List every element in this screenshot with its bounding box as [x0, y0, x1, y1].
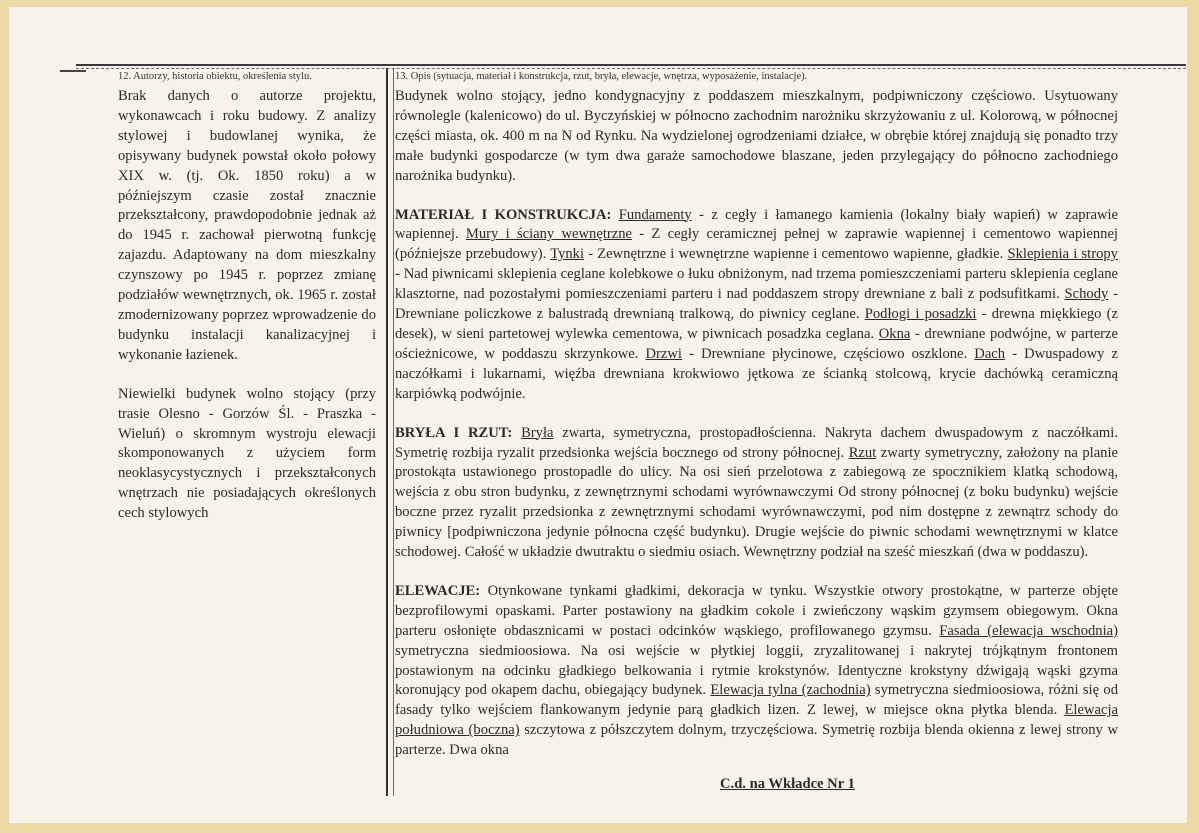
history-paragraph: Brak danych o autorze projektu, wykonawcach i roku budowy. Z analizy stylowej i budowlanej wynika, że opisywany budynek powstał około połowy XIX w. (tj. Ok. 1850 roku) a w późniejszym czasie został znacznie przekształcony, prawdopodobnie jednak aż do 1945 r. zachował pierwotną funkcję zajazdu. Adaptowany na dom mieszkalny czynszowy po 1945 r. poprzez zmianę podziałów wewnętrznych, ok. 1965 r. został zmodernizowany poprzez wprowadzenie do budynku instalacji kanalizacyjnej i wykonanie łazienek. — [118, 88, 376, 363]
column-divider-inner — [393, 68, 394, 796]
subsection-text: - drewna miękkiego (z desek), w sieni partetowej wylewka cementowa, w piwnicach posadzka ceglana. — [395, 306, 1118, 342]
continued-note: C.d. na Wkładce Nr 1 — [720, 776, 855, 792]
right-header: 13. Opis (sytuacja, materiał i konstrukcja, rzut, bryła, elewacje, wnętrza, wyposażenie, instalacje). — [395, 71, 808, 82]
bryla-body — [395, 425, 1118, 560]
elewacje-title: ELEWACJE: — [395, 582, 481, 599]
top-rule-dashed — [76, 68, 1186, 69]
bryla-section — [395, 424, 1118, 563]
subsection-term: Mury i ściany wewnętrzne — [465, 226, 632, 243]
subsection-term: Rzut — [848, 444, 877, 461]
subsection-term: Bryła — [521, 424, 554, 441]
bryla-title: BRYŁA I RZUT: — [395, 424, 513, 441]
subsection-term: Drzwi — [645, 345, 682, 362]
left-column — [118, 70, 376, 524]
left-header: 12. Autorzy, historia obiektu, określenia stylu. — [118, 71, 312, 82]
subsection-text: - Nad piwnicami sklepienia ceglane kolebkowe o łuku obniżonym, nad trzema pomieszczeniami parteru sklepienia ceglane klasztorne, nad pozostałymi pomieszczeniami parteru i nad poddaszem stropy drewniane z bali z podsufitkami. — [395, 266, 1118, 303]
subsection-text: - Zewnętrzne i wewnętrzne wapienne i cementowo wapienne, gładkie. — [584, 246, 1008, 263]
subsection-term: Tynki — [550, 246, 585, 263]
material-section — [395, 206, 1118, 405]
top-rule — [76, 64, 1186, 66]
material-title: MATERIAŁ I KONSTRUKCJA: — [395, 206, 612, 223]
subsection-text: Otynkowane tynkami gładkimi, dekoracja w tynku. Wszystkie otwory prostokątne, w parterze objęte bezprofilowymi opaskami. Parter postawiony na gładkim cokole i zwieńczony wąskim gzymsem obiegowym. Okna parteru osłonięte obdasznicami w postaci odcinków wąskiego, profilowanego gzymsu. — [395, 582, 1118, 639]
subsection-term: Schody — [1064, 286, 1109, 303]
subsection-text: - Drewniane policzkowe z balustradą drewnianą tralkową, do piwnicy ceglane. — [395, 286, 1118, 323]
subsection-text: - drewniane podwójne, w parterze ościeżnicowe, w poddaszu skrzynkowe. — [395, 325, 1118, 362]
subsection-term: Podłogi i posadzki — [864, 306, 977, 323]
subsection-term: Okna — [878, 325, 911, 342]
subsection-term: Fundamenty — [618, 206, 692, 223]
intro-paragraph: Budynek wolno stojący, jedno kondygnacyjny z poddaszem mieszkalnym, podpiwniczony częściowo. Usytuowany równolegle (kalenicowo) do ul. Byczyńskiej w północno zachodnim narożniku skrzyżowaniu z ul. Kolorową, w północnej części miasta, ok. 400 m na N od Rynku. Na wydzielonej ogrodzeniami działce, w obrębie której znajdują się ponadto trzy małe budynki gospodarcze (w tym dwa garaże samochodowe blaszane, jeden przylegający do północno zachodniego narożnika budynku). — [395, 88, 1118, 184]
subsection-text: szczytowa z półszczytem dolnym, trzyczęściowa. Symetrię rozbija blenda okienna z lewej strony w parterze. Dwa okna — [395, 722, 1118, 759]
style-paragraph: Niewielki budynek wolno stojący (przy trasie Olesno - Gorzów Śl. - Praszka - Wieluń) o skromnym wystroju elewacji skomponowanych z użyciem form neoklasycystycznych i przekształconych wnętrzach nie posiadających określonych cech stylowych — [118, 385, 376, 522]
subsection-text: - Dwuspadowy z naczółkami i lukarnami, więźba drewniana krokwiowo jętkowa ze ścianką stolcową, krycie dachówką ceramiczną karpiówką podwójnie. — [395, 345, 1119, 402]
elewacje-section — [395, 582, 1118, 761]
margin-tick — [60, 70, 86, 72]
subsection-text: - z cegły i łamanego kamienia (lokalny biały wapień) w zaprawie wapiennej. — [395, 206, 1118, 243]
subsection-term: Sklepienia i stropy — [1007, 246, 1118, 263]
subsection-text: - Z cegły ceramicznej pełnej w zaprawie wapiennej i cementowo wapiennej (późniejsze przebudowy). — [395, 226, 1118, 263]
subsection-term: Dach — [974, 345, 1006, 362]
subsection-text: symetryczna siedmioosiowa. Na osi wejście w płytkiej loggii, zryzalitowanej i nakrytej trójkątnym frontonem postawionym na odcinku gładkiego belkowania i rytmie krokstynów. Identyczne krokstyny dźwigają wąski gzyma koronujący pod okapem dachu, obiegający budynek. — [395, 642, 1118, 699]
subsection-text: - Drewniane płycinowe, częściowo oszklone. — [682, 345, 975, 362]
right-column — [395, 70, 1118, 761]
subsection-term: Elewacja tylna (zachodnia) — [710, 682, 871, 699]
subsection-term: Elewacja południowa (boczna) — [395, 702, 1118, 739]
subsection-term: Fasada (elewacja wschodnia) — [939, 622, 1118, 639]
subsection-text: zwarta, symetryczna, prostopadłościenna. Nakryta dachem dwuspadowym z naczółkami. Symetrię rozbija ryzalit przedsionka wejścia bocznego od strony północnej. — [395, 424, 1118, 461]
material-body — [395, 207, 1118, 402]
elewacje-body — [395, 583, 1118, 758]
subsection-text: zwarty symetryczny, założony na planie prostokąta ustawionego prostopadle do ulicy. Na osi sień przelotowa z zabiegową ze spocznikiem klatką schodową, wejścia z obu stron budynku, z zewnętrznymi schodami wyrównawczymi Od strony północnej (z boku budynku) wejście boczne przez ryzalit przedsionka z zewnętrznymi schodami wyrównawczymi, pod nim dostępne z zewnątrz schody do piwnicy [podpiwniczona jedynie północna część budynku). Drugie wejście do piwnic schodami wewnętrznymi w klatce schodowej. Całość w układzie dwutraktu o siedmiu osiach. Wewnętrzny podział na sześć mieszkań (dwa w poddaszu). — [395, 444, 1118, 561]
subsection-text: symetryczna siedmioosiowa, różni się od fasady tylko wejściem flankowanym jedynie parą gładkich lizen. Z lewej, w miejsce okna płytka blenda. — [395, 682, 1118, 719]
column-divider — [386, 68, 388, 796]
